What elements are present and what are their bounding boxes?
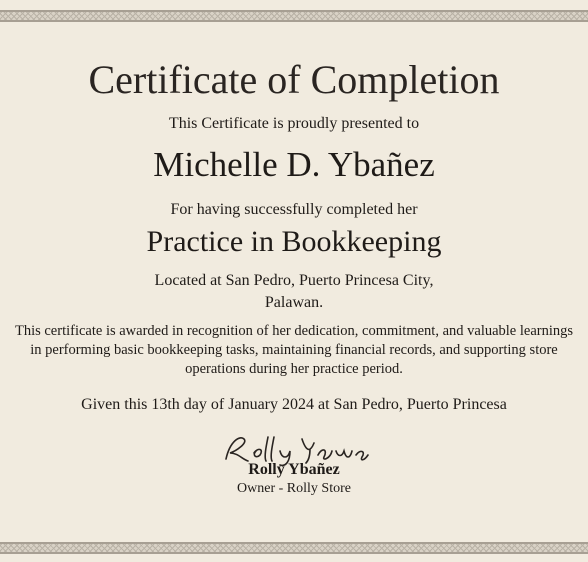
location-line-2: Palawan. — [264, 294, 324, 311]
signer-title: Owner - Rolly Store — [237, 481, 351, 496]
signer-name: Rolly Ybañez — [248, 461, 340, 478]
location-line-1: Located at San Pedro, Puerto Princesa City, — [154, 272, 434, 289]
given-date-text: Given this 13th day of January 2024 at San Pedro, Puerto Princesa — [81, 396, 507, 413]
certificate-title: Certificate of Completion — [88, 57, 500, 102]
certificate-description: This certificate is awarded in recognition of her dedication, commitment, and valuable learnings in performing basic bookkeeping tasks, maintaining financial records, and supporting store operations during her practice period. — [14, 323, 574, 377]
completion-text: For having successfully completed her — [170, 201, 418, 218]
course-title: Practice in Bookkeeping — [146, 225, 442, 258]
recipient-name: Michelle D. Ybañez — [153, 145, 435, 184]
certificate-body — [0, 56, 588, 501]
bottom-decorative-border — [0, 542, 588, 554]
presented-text: This Certificate is proudly presented to — [168, 115, 420, 132]
top-decorative-border — [0, 10, 588, 22]
signature-block — [0, 431, 588, 501]
